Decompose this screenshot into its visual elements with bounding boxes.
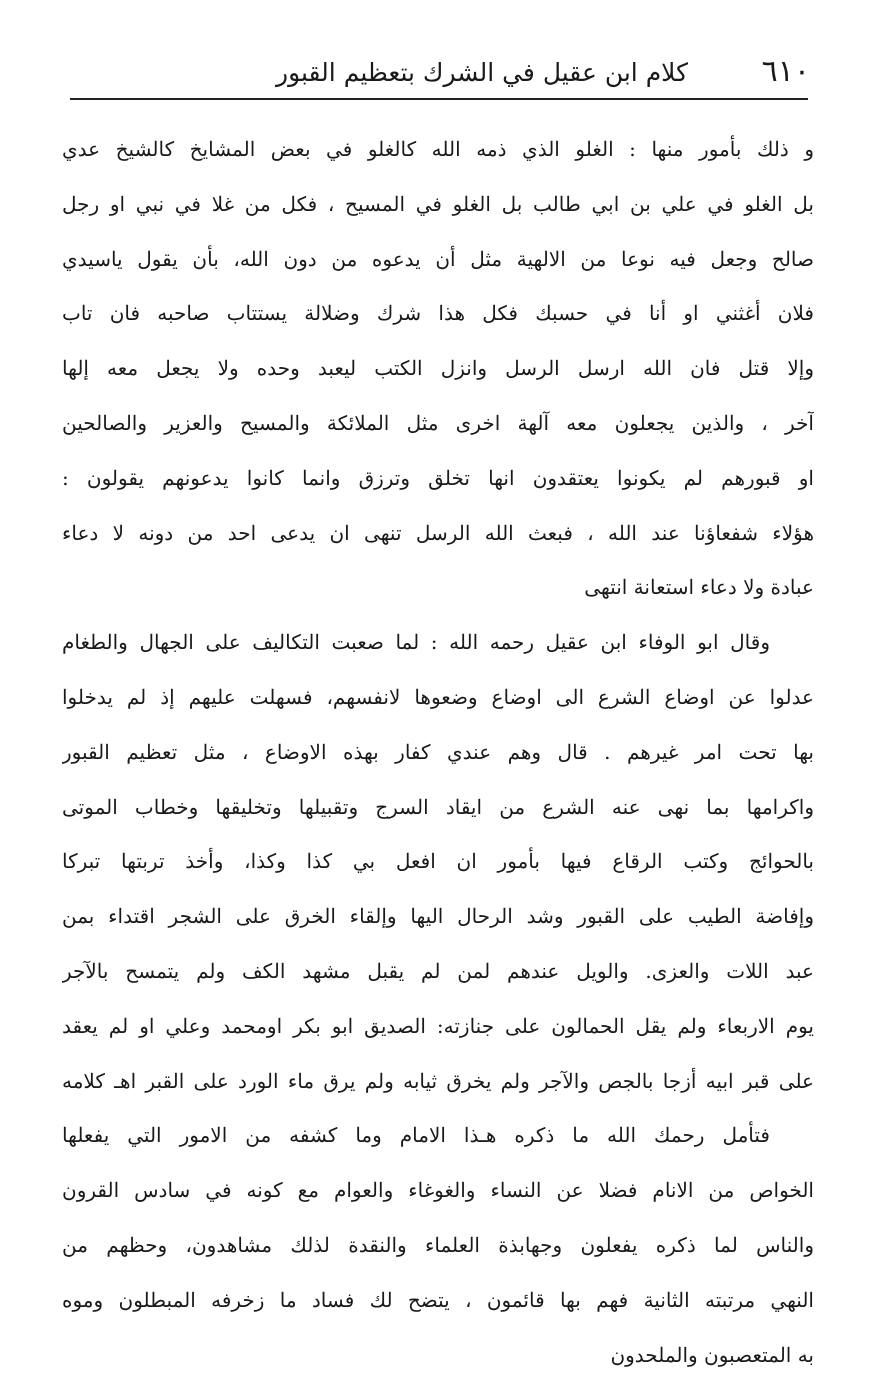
text-line: النهي مرتبته الثانية فهم بها قائمون ، يتضح لك فساد ما زخرفه المبطلون وموه [62,1287,814,1312]
header-rule [70,98,808,100]
text-line: وقال ابو الوفاء ابن عقيل رحمه الله : لما صعبت التكاليف على الجهال والطغام [62,630,770,655]
text-line: به المتعصبون والملحدون [610,1342,814,1367]
page-header [70,52,810,96]
text-line: هؤلاء شفعاؤنا عند الله ، فبعث الله الرسل تنهى ان يدعى احد من دونه لا دعاء [62,520,814,545]
text-line: الخواص من الانام فضلا عن النساء والغوغاء والعوام مع كونه في سادس القرون [62,1178,814,1203]
text-line: عبادة ولا دعاء استعانة انتهى [584,575,814,600]
text-line: عدلوا عن اوضاع الشرع الى اوضاع وضعوها لانفسهم، فسهلت عليهم إذ لم يدخلوا [62,684,814,709]
text-line: يوم الاربعاء ولم يقل الحمالون على جنازته: الصديق ابو بكر اومحمد وعلي او لم يعقد [62,1013,814,1038]
body-text [62,122,814,1382]
text-line: صالح وجعل فيه نوعا من الالهية مثل أن يدعوه من دون الله، بأن يقول ياسيدي [62,246,814,271]
text-line: بالحوائج وكتب الرقاع فيها بأمور ان افعل بي كذا وكذا، وأخذ تربتها تبركا [62,849,814,874]
text-line: والناس لما ذكره يفعلون وجهابذة العلماء والنقدة لذلك مشاهدون، وحظهم من [62,1232,814,1257]
text-line: فتأمل رحمك الله ما ذكره هـذا الامام وما كشفه من الامور التي يفعلها [62,1123,770,1148]
text-line: و ذلك بأمور منها : الغلو الذي ذمه الله كالغلو في بعض المشايخ كالشيخ عدي [62,137,814,161]
running-title: كلام ابن عقيل في الشرك بتعظيم القبور [276,58,688,87]
text-line: على قبر ابيه أزجا بالجص والآجر ولم يخرق ثيابه ولم يرق ماء الورد على القبر اهـ كلامه [62,1068,814,1093]
text-line: واكرامها بما نهى عنه الشرع من ايقاد السرج وتقبيلها وتخليقها وخطاب الموتى [62,794,814,819]
text-line: وإفاضة الطيب على القبور وشد الرحال اليها وإلقاء الخرق على الشجر اقتداء بمن [62,904,814,929]
text-line: عبد اللات والعزى. والويل عندهم لمن لم يقبل مشهد الكف ولم يتمسح بالآجر [62,958,814,983]
text-line: او قبورهم لم يكونوا يعتقدون انها تخلق وترزق وانما كانوا يدعونهم يقولون : [62,465,814,490]
text-line: آخر ، والذين يجعلون معه آلهة اخرى مثل الملائكة والمسيح والعزير والصالحين [62,410,814,435]
page-number: ٦١٠ [761,54,810,89]
text-line: وإلا قتل فان الله ارسل الرسل وانزل الكتب ليعبد وحده ولا يجعل معه إلها [62,356,814,381]
text-line: بل الغلو في علي بن ابي طالب بل الغلو في المسيح ، فكل من غلا في نبي او رجل [62,191,814,216]
text-line: بها تحت امر غيرهم . قال وهم عندي كفار بهذه الاوضاع ، مثل تعظيم القبور [62,739,814,764]
text-line: فلان أغثني او أنا في حسبك فكل هذا شرك وضلالة يستتاب صاحبه فان تاب [62,301,814,326]
